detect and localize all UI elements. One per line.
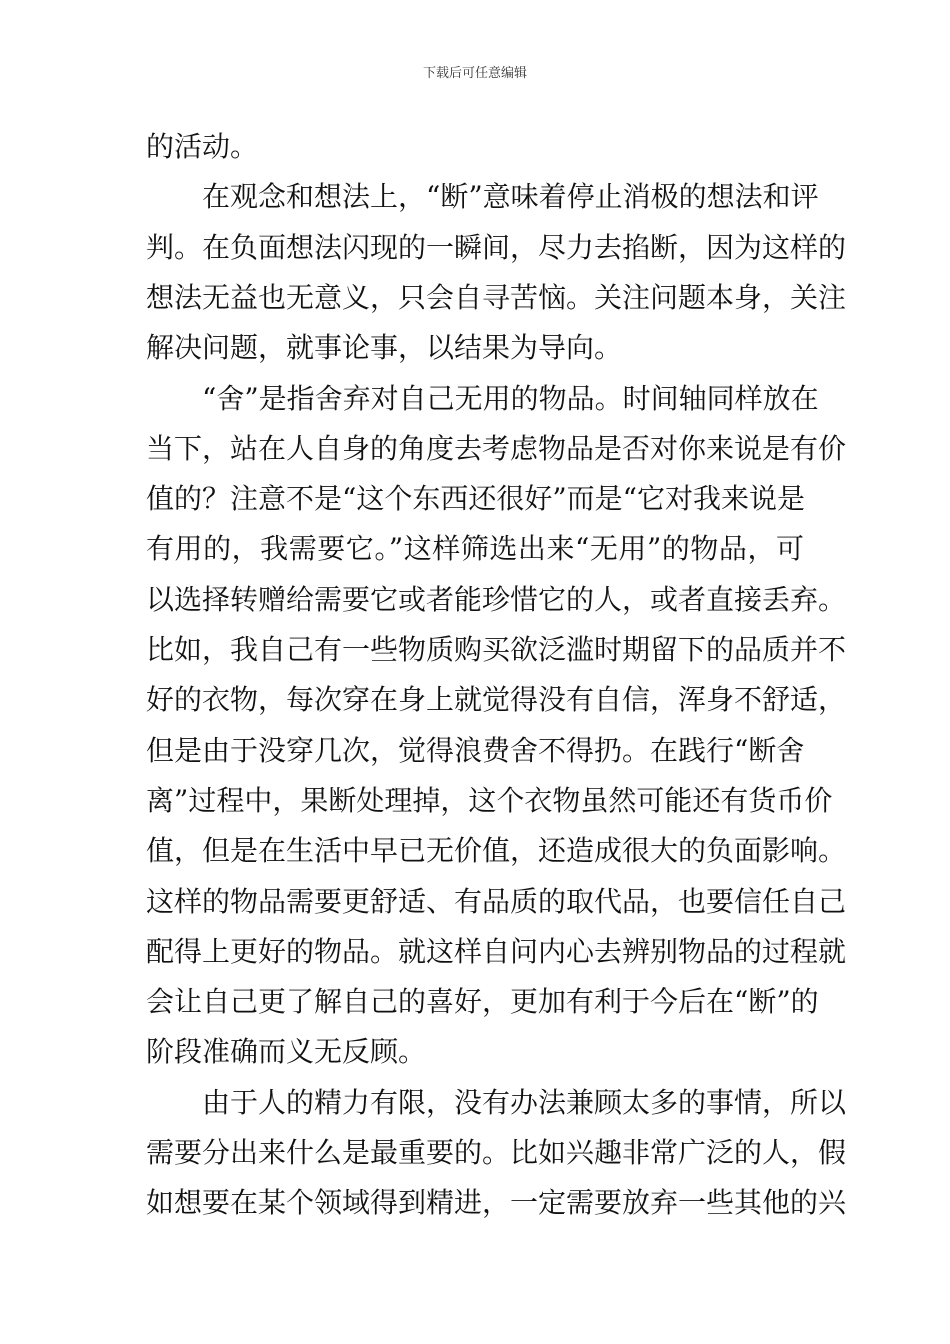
text-line: 的活动。 bbox=[146, 130, 259, 163]
text-line: 好的衣物，每次穿在身上就觉得没有自信，浑身不舒适， bbox=[146, 683, 847, 717]
text-line: 需要分出来什么是最重要的。比如兴趣非常广泛的人，假 bbox=[146, 1136, 847, 1169]
text-line: 当下，站在人自身的角度去考虑物品是否对你来说是有价 bbox=[146, 431, 847, 465]
text-line: 想法无益也无意义，只会自寻苦恼。关注问题本身，关注 bbox=[146, 280, 847, 314]
page-header: 下载后可任意编辑 bbox=[422, 66, 527, 81]
text-line: 会让自己更了解自己的喜好，更加有利于今后在“断”的 bbox=[146, 985, 819, 1019]
text-line: 配得上更好的物品。就这样自问内心去辨别物品的过程就 bbox=[146, 934, 847, 968]
text-line: 离”过程中，果断处理掉，这个衣物虽然可能还有货币价 bbox=[146, 783, 833, 817]
text-line: “舍”是指舍弃对自己无用的物品。时间轴同样放在 bbox=[202, 381, 819, 415]
text-line: 比如，我自己有一些物质购买欲泛滥时期留下的品质并不 bbox=[146, 633, 847, 666]
text-line: 以选择转赠给需要它或者能珍惜它的人，或者直接丢弃。 bbox=[146, 582, 847, 616]
text-line: 这样的物品需要更舒适、有品质的取代品，也要信任自己 bbox=[146, 884, 847, 918]
text-line: 阶段准确而义无反顾。 bbox=[146, 1035, 427, 1069]
text-line: 判。在负面想法闪现的一瞬间，尽力去掐断，因为这样的 bbox=[146, 230, 847, 264]
text-line: 由于人的精力有限，没有办法兼顾太多的事情，所以 bbox=[202, 1085, 847, 1119]
text-line: 有用的，我需要它。”这样筛选出来“无用”的物品，可 bbox=[146, 532, 804, 566]
text-line: 解决问题，就事论事，以结果为导向。 bbox=[146, 331, 623, 365]
text-line: 在观念和想法上，“断”意味着停止消极的想法和评 bbox=[202, 180, 819, 214]
text-line: 但是由于没穿几次，觉得浪费舍不得扔。在践行“断舍 bbox=[146, 733, 805, 767]
text-line: 值的？注意不是“这个东西还很好”而是“它对我来说是 bbox=[146, 482, 805, 516]
text-line: 值，但是在生活中早已无价值，还造成很大的负面影响。 bbox=[146, 834, 847, 868]
text-line: 如想要在某个领域得到精进，一定需要放弃一些其他的兴 bbox=[146, 1186, 847, 1220]
